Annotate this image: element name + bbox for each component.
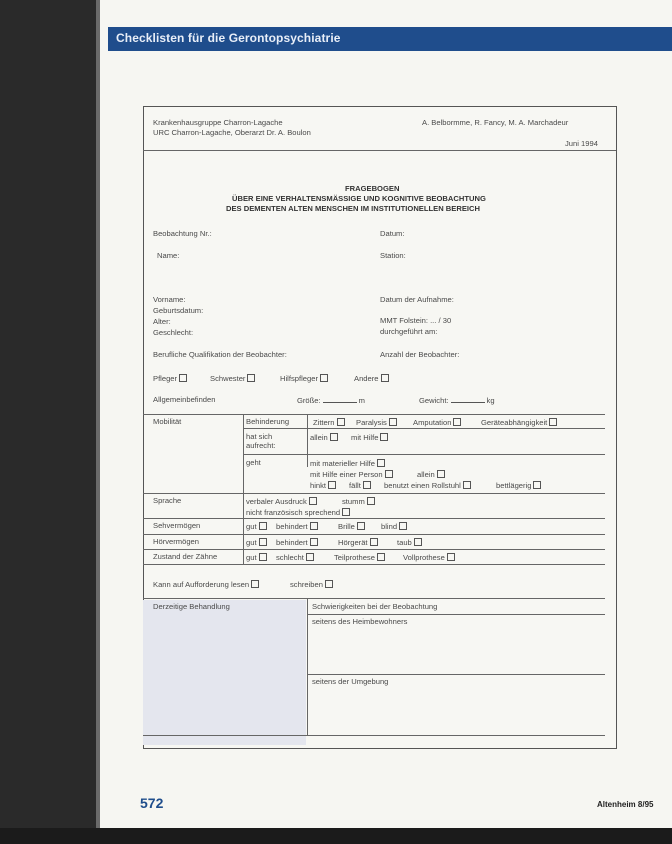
form-date: Juni 1994 bbox=[565, 139, 598, 148]
table-line bbox=[243, 454, 605, 455]
bettlaegerig-checkbox[interactable] bbox=[533, 481, 541, 489]
nicht-franz-option[interactable]: nicht französisch sprechend bbox=[246, 508, 350, 517]
mit-materieller-hilfe-checkbox[interactable] bbox=[377, 459, 385, 467]
gewicht-field[interactable]: Gewicht: kg bbox=[419, 396, 495, 405]
vollprothese-checkbox[interactable] bbox=[447, 553, 455, 561]
zahn-gut-option[interactable]: gut bbox=[246, 553, 267, 562]
mit-hilfe-checkbox[interactable] bbox=[380, 433, 388, 441]
stumm-checkbox[interactable] bbox=[367, 497, 375, 505]
hoergeraet-checkbox[interactable] bbox=[370, 538, 378, 546]
heimbewohner-label: seitens des Heimbewohners bbox=[312, 617, 408, 626]
seh-behindert-option[interactable]: behindert bbox=[276, 522, 318, 531]
zittern-checkbox[interactable] bbox=[337, 418, 345, 426]
hoervermoegen-label: Hörvermögen bbox=[153, 537, 200, 546]
schreiben-checkbox[interactable] bbox=[325, 580, 333, 588]
hoer-gut-option[interactable]: gut bbox=[246, 538, 267, 547]
allgemeinbefinden-label: Allgemeinbefinden bbox=[153, 395, 216, 404]
hoer-behindert-option[interactable]: behindert bbox=[276, 538, 318, 547]
blind-option[interactable]: blind bbox=[381, 522, 407, 531]
qualifikation-label: Berufliche Qualifikation der Beobachter: bbox=[153, 350, 287, 359]
verbaler-ausdruck-option[interactable]: verbaler Ausdruck bbox=[246, 497, 317, 506]
scan-border bbox=[0, 828, 672, 844]
geht-label: geht bbox=[246, 458, 261, 467]
table-line bbox=[307, 614, 605, 615]
mit-hilfe-person-option[interactable]: mit Hilfe einer Person bbox=[310, 470, 393, 479]
pfleger-checkbox[interactable] bbox=[179, 374, 187, 382]
groesse-field[interactable]: Größe: m bbox=[297, 396, 365, 405]
sprache-label: Sprache bbox=[153, 496, 182, 505]
hilfspfleger-option[interactable]: Hilfspfleger bbox=[280, 374, 328, 383]
zittern-option[interactable]: Zittern bbox=[313, 418, 345, 427]
faellt-option[interactable]: fällt bbox=[349, 481, 371, 490]
hat-sich-aufrecht-label: hat sich aufrecht: bbox=[246, 432, 276, 450]
sehvermoegen-label: Sehvermögen bbox=[153, 521, 201, 530]
vollprothese-option[interactable]: Vollprothese bbox=[403, 553, 455, 562]
lesen-checkbox[interactable] bbox=[251, 580, 259, 588]
brille-checkbox[interactable] bbox=[357, 522, 365, 530]
mit-materieller-hilfe-option[interactable]: mit materieller Hilfe bbox=[310, 459, 385, 468]
hinkt-option[interactable]: hinkt bbox=[310, 481, 336, 490]
hilfspfleger-checkbox[interactable] bbox=[320, 374, 328, 382]
mit-hilfe-person-checkbox[interactable] bbox=[385, 470, 393, 478]
schwester-option[interactable]: Schwester bbox=[210, 374, 255, 383]
hoergeraet-option[interactable]: Hörgerät bbox=[338, 538, 378, 547]
table-col-line bbox=[307, 414, 308, 467]
schlecht-checkbox[interactable] bbox=[306, 553, 314, 561]
behinderung-label: Behinderung bbox=[246, 417, 290, 426]
zahn-gut-checkbox[interactable] bbox=[259, 553, 267, 561]
brille-option[interactable]: Brille bbox=[338, 522, 365, 531]
seh-gut-option[interactable]: gut bbox=[246, 522, 267, 531]
page-number: 572 bbox=[140, 795, 164, 811]
table-col-line bbox=[307, 598, 308, 735]
verbaler-ausdruck-checkbox[interactable] bbox=[309, 497, 317, 505]
institution-line2: URC Charron-Lagache, Oberarzt Dr. A. Boulon bbox=[153, 128, 311, 137]
journal-reference: Altenheim 8/95 bbox=[597, 800, 654, 809]
bettlaegerig-option[interactable]: bettlägerig bbox=[496, 481, 541, 490]
name-label: Name: bbox=[157, 251, 180, 260]
alter-label: Alter: bbox=[153, 317, 171, 326]
allein2-option[interactable]: allein bbox=[417, 470, 445, 479]
amputation-option[interactable]: Amputation bbox=[413, 418, 461, 427]
vorname-label: Vorname: bbox=[153, 295, 186, 304]
blind-checkbox[interactable] bbox=[399, 522, 407, 530]
table-line bbox=[143, 549, 605, 550]
table-line bbox=[143, 518, 605, 519]
hoer-behindert-checkbox[interactable] bbox=[310, 538, 318, 546]
behandlung-label: Derzeitige Behandlung bbox=[153, 602, 230, 611]
durchgefuehrt-label: durchgeführt am: bbox=[380, 327, 438, 336]
table-col-line bbox=[243, 414, 244, 564]
geschlecht-label: Geschlecht: bbox=[153, 328, 194, 337]
hoer-gut-checkbox[interactable] bbox=[259, 538, 267, 546]
allein-checkbox[interactable] bbox=[330, 433, 338, 441]
paralysis-checkbox[interactable] bbox=[389, 418, 397, 426]
stumm-option[interactable]: stumm bbox=[342, 497, 375, 506]
mmt-label: MMT Folstein: ... / 30 bbox=[380, 316, 452, 325]
form-title-line2: ÜBER EINE VERHALTENSMÄSSIGE UND KOGNITIVE BEOBACHTUNG bbox=[232, 194, 486, 203]
schwester-checkbox[interactable] bbox=[247, 374, 255, 382]
mobilitaet-label: Mobilität bbox=[153, 417, 182, 426]
pfleger-option[interactable]: Pfleger bbox=[153, 374, 187, 383]
umgebung-label: seitens der Umgebung bbox=[312, 677, 389, 686]
station-label: Station: bbox=[380, 251, 406, 260]
table-line bbox=[307, 674, 605, 675]
rollstuhl-checkbox[interactable] bbox=[463, 481, 471, 489]
faellt-checkbox[interactable] bbox=[363, 481, 371, 489]
form-title-line3: DES DEMENTEN ALTEN MENSCHEN IM INSTITUTIONELLEN BEREICH bbox=[226, 204, 480, 213]
seh-behindert-checkbox[interactable] bbox=[310, 522, 318, 530]
rollstuhl-option[interactable]: benutzt einen Rollstuhl bbox=[384, 481, 471, 490]
table-line bbox=[143, 534, 605, 535]
form-title-line1: FRAGEBOGEN bbox=[345, 184, 400, 193]
beobachtung-nr-label: Beobachtung Nr.: bbox=[153, 229, 212, 238]
hinkt-checkbox[interactable] bbox=[328, 481, 336, 489]
schwierigkeiten-label: Schwierigkeiten bei der Beobachtung bbox=[312, 602, 438, 611]
datum-label: Datum: bbox=[380, 229, 405, 238]
geburtsdatum-label: Geburtsdatum: bbox=[153, 306, 204, 315]
schreiben-option[interactable]: schreiben bbox=[290, 580, 333, 589]
taub-checkbox[interactable] bbox=[414, 538, 422, 546]
table-line bbox=[143, 735, 605, 736]
allein-option[interactable]: allein bbox=[310, 433, 338, 442]
teilprothese-checkbox[interactable] bbox=[377, 553, 385, 561]
treatment-shaded-area bbox=[143, 600, 306, 745]
anzahl-beobachter-label: Anzahl der Beobachter: bbox=[380, 350, 460, 359]
teilprothese-option[interactable]: Teilprothese bbox=[334, 553, 385, 562]
allein2-checkbox[interactable] bbox=[437, 470, 445, 478]
amputation-checkbox[interactable] bbox=[453, 418, 461, 426]
institution-line1: Krankenhausgruppe Charron-Lagache bbox=[153, 118, 283, 127]
table-line bbox=[143, 598, 605, 599]
andere-option[interactable]: Andere bbox=[354, 374, 389, 383]
taub-option[interactable]: taub bbox=[397, 538, 422, 547]
divider bbox=[143, 150, 616, 151]
table-line bbox=[243, 428, 605, 429]
geraeteabh-checkbox[interactable] bbox=[549, 418, 557, 426]
andere-checkbox[interactable] bbox=[381, 374, 389, 382]
geraeteabh-option[interactable]: Geräteabhängigkeit bbox=[481, 418, 557, 427]
paralysis-option[interactable]: Paralysis bbox=[356, 418, 397, 427]
zaehne-label: Zustand der Zähne bbox=[153, 552, 218, 561]
header-title: Checklisten für die Gerontopsychiatrie bbox=[116, 31, 341, 45]
schlecht-option[interactable]: schlecht bbox=[276, 553, 314, 562]
authors: A. Belbormme, R. Fancy, M. A. Marchadeur bbox=[422, 118, 569, 127]
nicht-franz-checkbox[interactable] bbox=[342, 508, 350, 516]
mit-hilfe-option[interactable]: mit Hilfe bbox=[351, 433, 388, 442]
seh-gut-checkbox[interactable] bbox=[259, 522, 267, 530]
table-line bbox=[143, 564, 605, 565]
table-line bbox=[143, 493, 605, 494]
lesen-option[interactable]: Kann auf Aufforderung lesen bbox=[153, 580, 259, 589]
datum-aufnahme-label: Datum der Aufnahme: bbox=[380, 295, 454, 304]
table-line bbox=[143, 414, 605, 415]
